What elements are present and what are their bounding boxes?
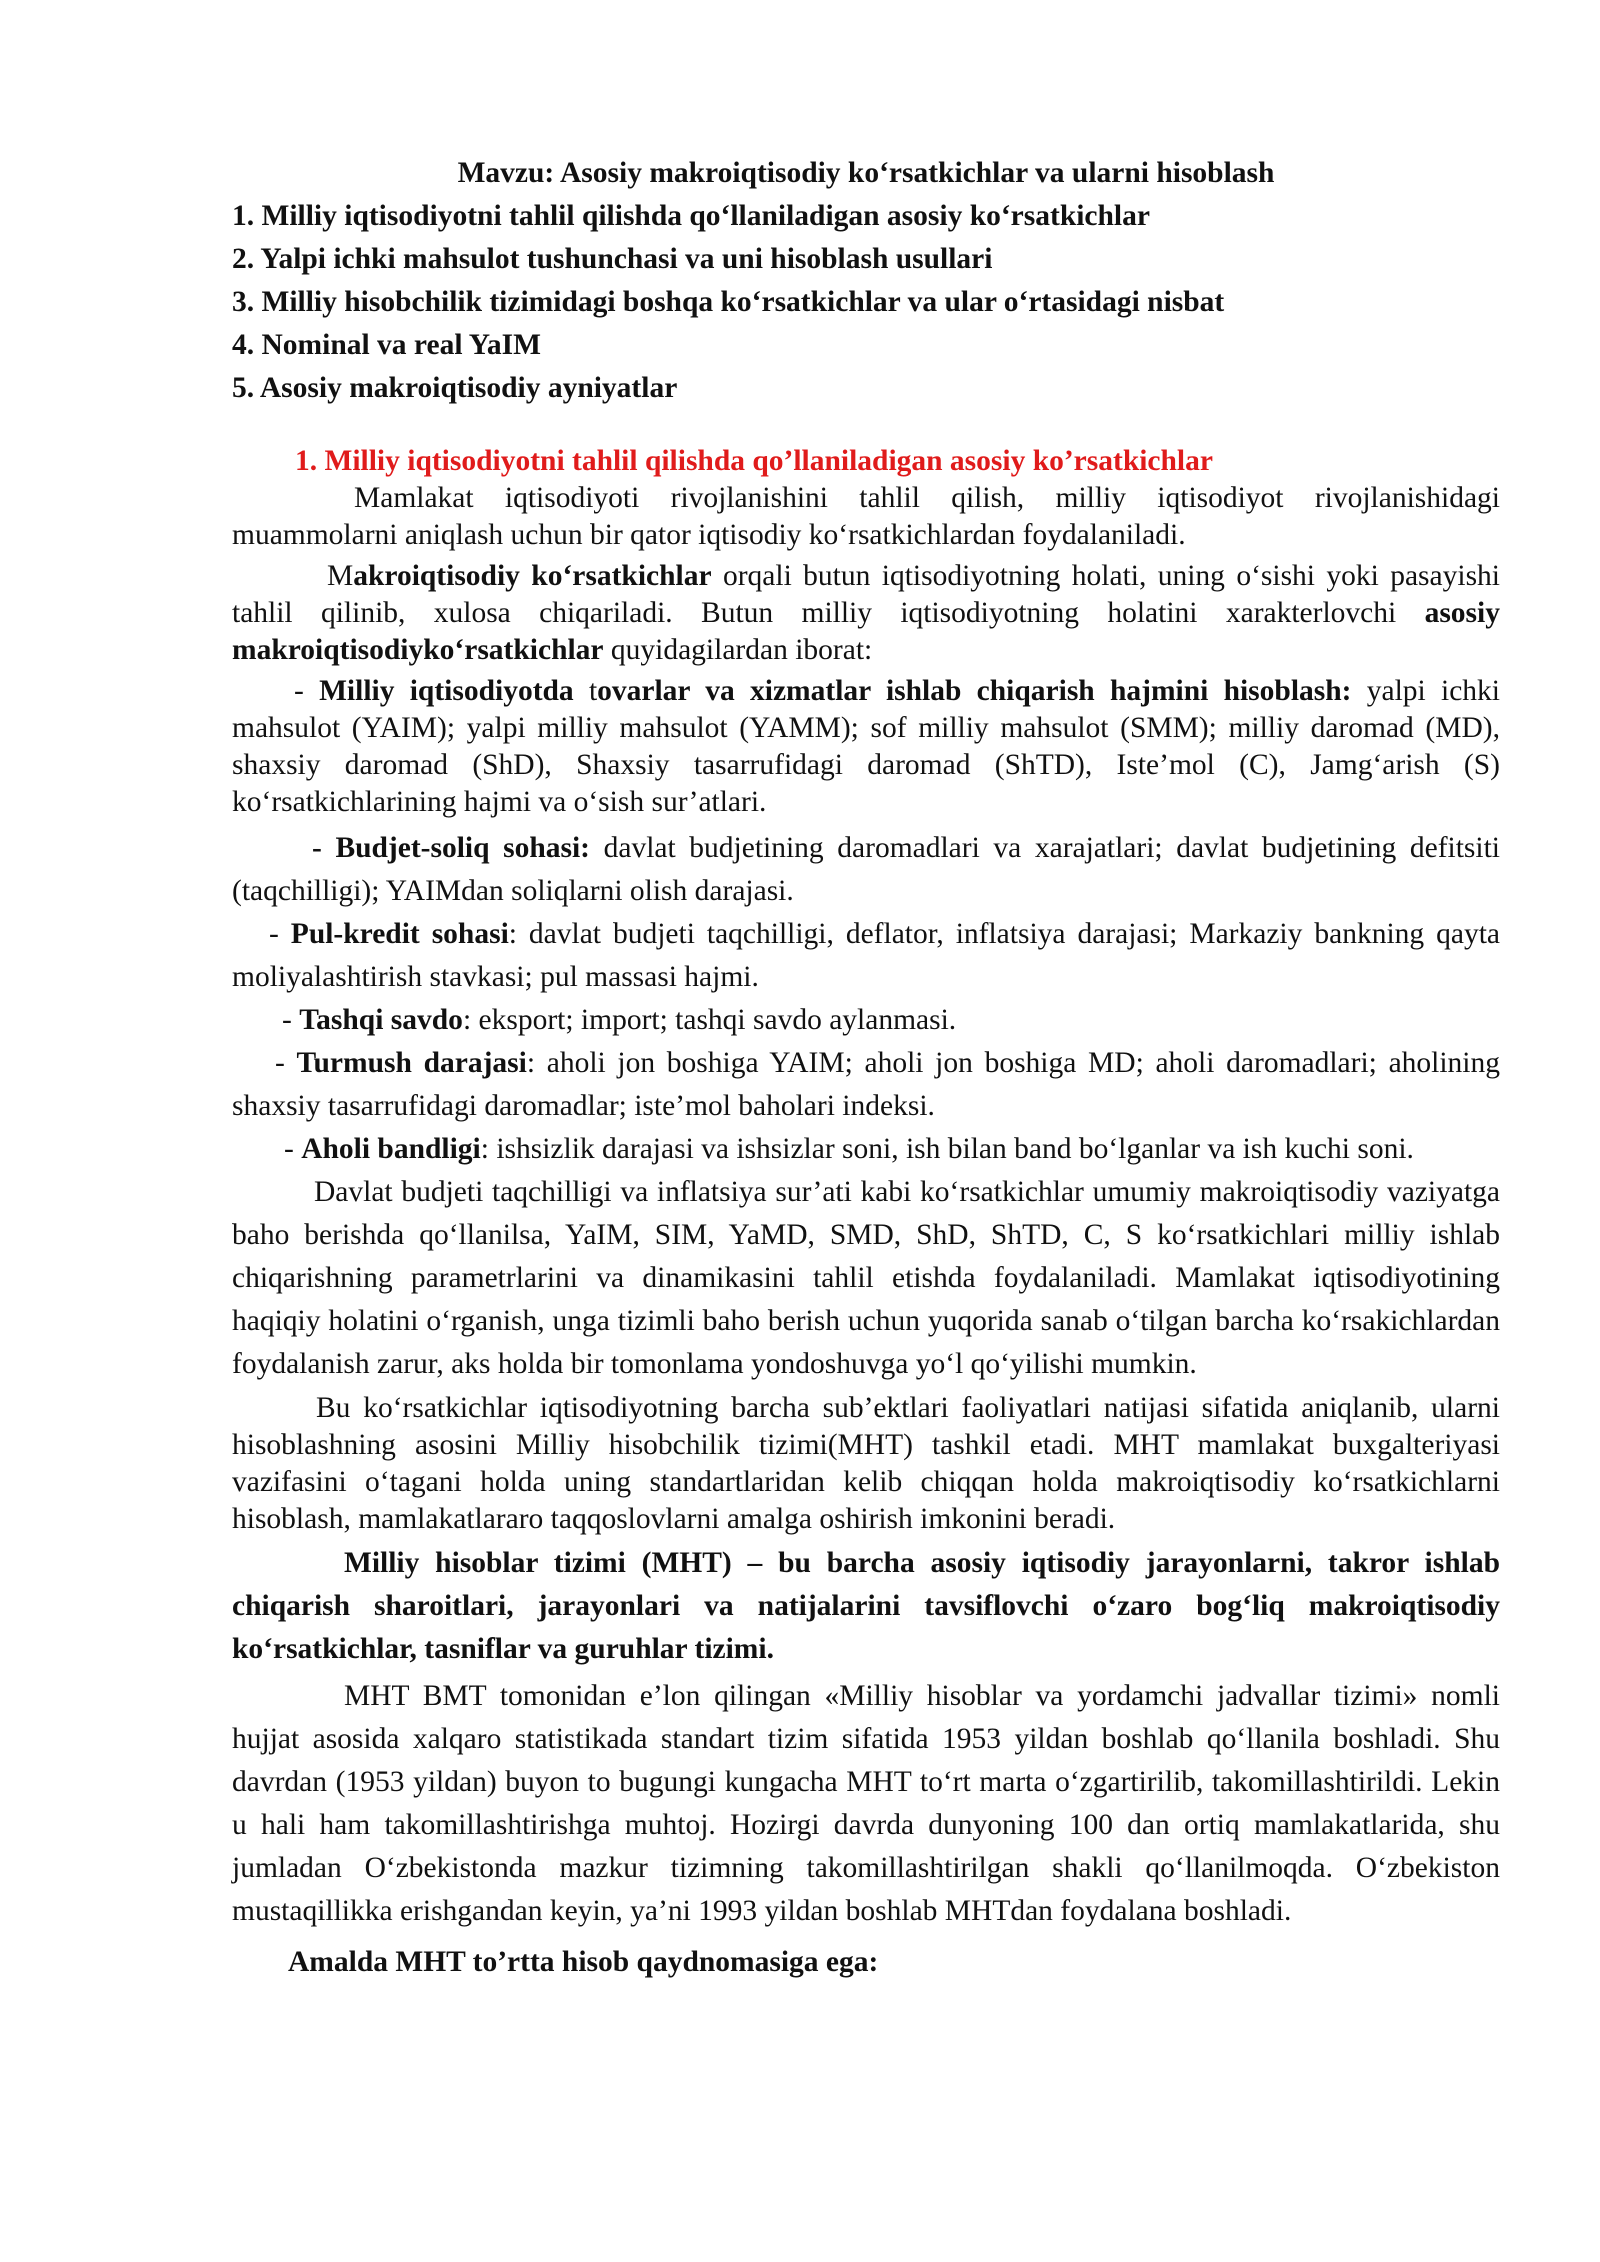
paragraph-production	[232, 673, 1500, 821]
paragraph-monetary	[232, 913, 1500, 999]
closing-line: Amalda MHT to’rtta hisob qaydnomasiga ega:	[288, 1946, 879, 1978]
paragraph-intro: Mamlakat iqtisodiyoti rivojlanishini tahlil qilish, milliy iqtisodiyot rivojlanishidagi muammolarni aniqlash uchun bir qator iqtisodiy koʻrsatkichlardan foydalaniladi.	[232, 482, 1500, 551]
bold-term: Pul-kredit sohasi	[290, 918, 509, 950]
text-run: : davlat budjeti taqchilligi, deflator, inflatsiya darajasi; Markaziy bankning qayta moliyalashtirish stavkasi; pul massasi hajmi.	[232, 918, 1500, 993]
bold-term: Milliy iqtisodiyotda	[319, 675, 589, 707]
list-dash: -	[284, 1133, 302, 1165]
paragraph-mht-history: MHT BMT tomonidan e’lon qilingan «Milliy hisoblar va yordamchi jadvallar tizimi» nomli hujjat asosida xalqaro statistikada standart tizim sifatida 1953 yildan boshlab qoʻllanila boshladi. Shu davrdan (1953 yildan) buyon to bugungi kungacha MHT toʻrt marta oʻzgartirilib, takomillashtirildi. Lekin u hali ham takomillashtirishga muhtoj. Hozirgi davrda dunyoning 100 dan ortiq mamlakatlarida, shu jumladan Oʻzbekistonda mazkur tizimning takomillashtirilgan shakli qoʻllanilmoqda. Oʻzbekiston mustaqillikka erishgandan keyin, ya’ni 1993 yildan boshlab MHTdan foydalana boshladi.	[232, 1680, 1500, 1927]
text-run: quyidagilardan iborat:	[603, 634, 873, 666]
bold-term: Aholi bandligi	[301, 1133, 481, 1165]
outline-item: 2. Yalpi ichki mahsulot tushunchasi va uni hisoblash usullari	[232, 243, 993, 275]
bold-term: ovarlar va xizmatlar ishlab chiqarish hajmini hisoblash:	[597, 675, 1352, 707]
paragraph-macro-indicators	[232, 558, 1500, 669]
list-dash: -	[275, 1047, 297, 1079]
bold-term: Budjet-soliq sohasi:	[335, 832, 591, 864]
text-run: t	[588, 675, 598, 707]
text-run: : aholi jon boshiga YAIM; aholi jon boshiga MD; aholi daromadlari; aholining shaxsiy tasarrufidagi daromadlar; iste’mol baholari indeksi.	[232, 1047, 1501, 1122]
paragraph-budget	[232, 827, 1500, 913]
text-run: M	[327, 560, 354, 592]
paragraph-mht-definition: Milliy hisoblar tizimi (MHT) – bu barcha asosiy iqtisodiy jarayonlarni, takror ishlab chiqarish sharoitlari, jarayonlari va natijalarini tavsiflovchi oʻzaro bogʻliq makroiqtisodiy koʻrsatkichlar, tasniflar va guruhlar tizimi.	[232, 1547, 1500, 1665]
text-run: : eksport; import; tashqi savdo aylanmasi.	[462, 1004, 957, 1036]
document-body	[232, 152, 1500, 1984]
text-run: davlat budjetining daromadlari va xarajatlari; davlat budjetining defitsiti (taqchilligi); YAIMdan soliqlarni olish darajasi.	[232, 832, 1500, 907]
bold-term: Turmush darajasi	[296, 1047, 527, 1079]
bold-term: asosiy makroiqtisodiykoʻrsatkichlar	[232, 597, 1500, 666]
list-dash: -	[312, 832, 336, 864]
paragraph-employment	[232, 1128, 1500, 1171]
text-run: orqali butun iqtisodiyotning holati, uning oʻsishi yoki pasayishi tahlil qilinib, xulosa chiqariladi. Butun milliy iqtisodiyotning holatini xarakterlovchi	[232, 560, 1501, 629]
section-heading: 1. Milliy iqtisodiyotni tahlil qilishda qo’llaniladigan asosiy ko’rsatkichlar	[295, 445, 1213, 477]
paragraph-mht-basis: Bu koʻrsatkichlar iqtisodiyotning barcha sub’ektlari faoliyatlari natijasi sifatida aniqlanib, ularni hisoblashning asosini Milliy hisobchilik tizimi(MHT) tashkil etadi. MHT mamlakat buxgalteriyasi vazifasini oʻtagani holda uning standartlaridan kelib chiqqan holda makroiqtisodiy koʻrsatkichlarni hisoblash, mamlakatlararo taqqoslovlarni amalga oshirish imkonini beradi.	[232, 1392, 1500, 1535]
topic-outline	[232, 195, 1500, 410]
list-dash: -	[269, 918, 291, 950]
text-run: yalpi ichki mahsulot (YAIM); yalpi milliy mahsulot (YAMM); sof milliy mahsulot (SMM); milliy daromad (MD), shaxsiy daromad (ShD), Shaxsiy tasarrufidagi daromad (ShTD), Iste’mol (C), Jamgʻarish (S) koʻrsatkichlarining hajmi va oʻsish sur’atlari.	[232, 675, 1500, 818]
outline-item: 1. Milliy iqtisodiyotni tahlil qilishda qoʻllaniladigan asosiy koʻrsatkichlar	[232, 200, 1150, 232]
list-dash: -	[282, 1004, 300, 1036]
bold-term: akroiqtisodiy koʻrsatkichlar	[353, 560, 712, 592]
bold-term: Tashqi savdo	[299, 1004, 463, 1036]
paragraph-budget-inflation: Davlat budjeti taqchilligi va inflatsiya sur’ati kabi koʻrsatkichlar umumiy makroiqtisodiy vaziyatga baho berishda qoʻllanilsa, YaIM, SIM, YaMD, SMD, ShD, ShTD, C, S koʻrsatkichlari milliy ishlab chiqarishning parametrlarini va dinamikasini tahlil etishda foydalaniladi. Mamlakat iqtisodiyotining haqiqiy holatini oʻrganish, unga tizimli baho berish uchun yuqorida sanab oʻtilgan barcha koʻrsakichlardan foydalanish zarur, aks holda bir tomonlama yondoshuvga yoʻl qoʻyilishi mumkin.	[232, 1176, 1500, 1380]
paragraph-trade	[232, 999, 1500, 1042]
outline-item: 4. Nominal va real YaIM	[232, 329, 541, 361]
list-dash: -	[294, 675, 320, 707]
paragraph-living-standard	[232, 1042, 1500, 1128]
outline-item: 3. Milliy hisobchilik tizimidagi boshqa koʻrsatkichlar va ular oʻrtasidagi nisbat	[232, 286, 1225, 318]
text-run: : ishsizlik darajasi va ishsizlar soni, ish bilan band boʻlganlar va ish kuchi soni.	[480, 1133, 1414, 1165]
page-title: Mavzu: Asosiy makroiqtisodiy koʻrsatkichlar va ularni hisoblash	[457, 157, 1275, 189]
outline-item: 5. Asosiy makroiqtisodiy ayniyatlar	[232, 372, 678, 404]
